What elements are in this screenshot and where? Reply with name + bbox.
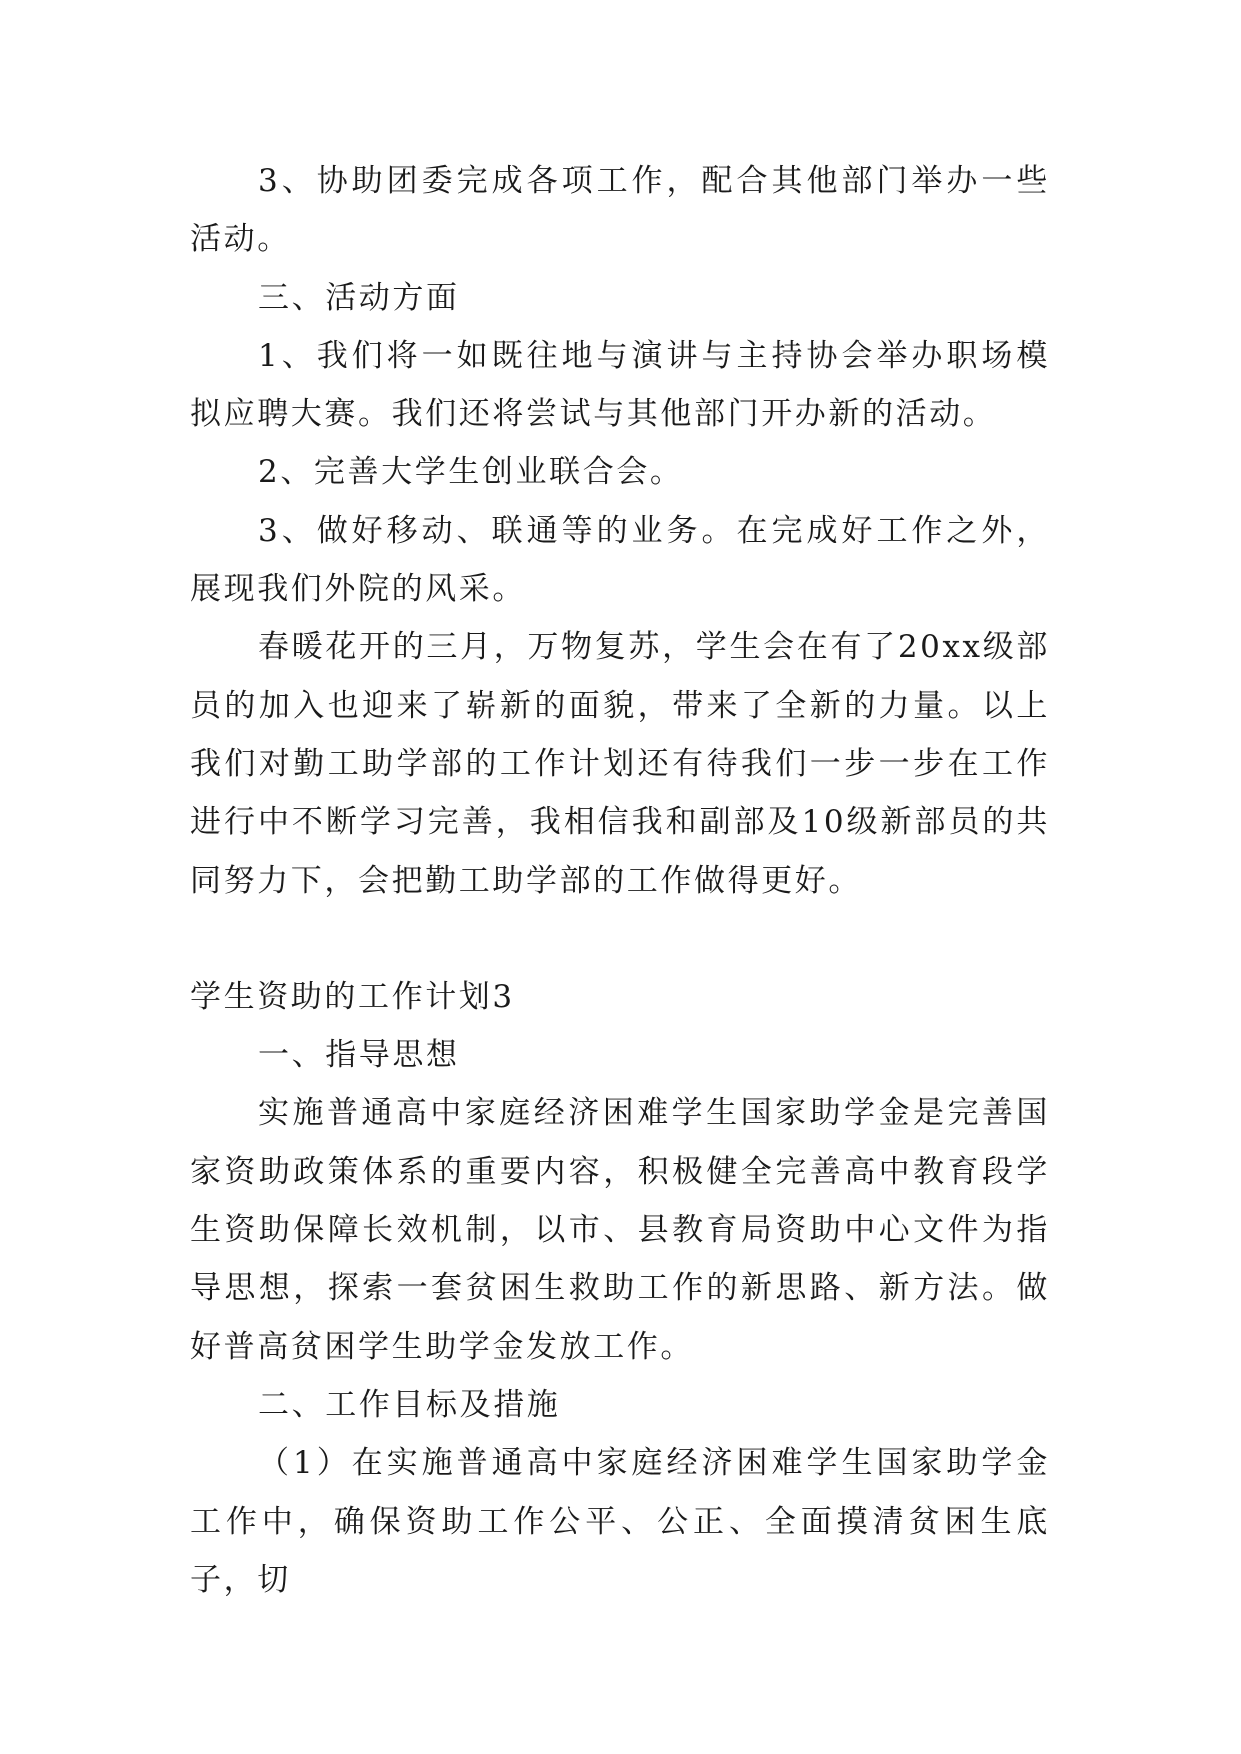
paragraph: 春暖花开的三月，万物复苏，学生会在有了20xx级部员的加入也迎来了崭新的面貌，带来了全新的力量。以上我们对勤工助学部的工作计划还有待我们一步一步在工作进行中不断学习完善，我相信我和副部及10级新部员的共同努力下，会把勤工助学部的工作做得更好。 [190,629,1050,899]
section-heading: 二、工作目标及措施 [258,1386,561,1423]
paragraph: 1、我们将一如既往地与演讲与主持协会举办职场模拟应聘大赛。我们还将尝试与其他部门开办新的活动。 [190,337,1050,433]
paragraph: 实施普通高中家庭经济困难学生国家助学金是完善国家资助政策体系的重要内容，积极健全完善高中教育段学生资助保障长效机制，以市、县教育局资助中心文件为指导思想，探索一套贫困生救助工作的新思路、新方法。做好普高贫困学生助学金发放工作。 [190,1095,1050,1365]
paragraph: 3、协助团委完成各项工作，配合其他部门举办一些活动。 [190,163,1050,258]
document-page [190,152,1050,1609]
paragraph: （1）在实施普通高中家庭经济困难学生国家助学金工作中，确保资助工作公平、公正、全面摸清贫困生底子，切 [190,1445,1050,1598]
paragraph: 2、完善大学生创业联合会。 [258,454,684,491]
section-title: 学生资助的工作计划3 [190,978,515,1015]
section-heading: 一、指导思想 [258,1037,460,1074]
section-heading: 三、活动方面 [258,279,460,316]
paragraph: 3、做好移动、联通等的业务。在完成好工作之外，展现我们外院的风采。 [190,512,1050,608]
